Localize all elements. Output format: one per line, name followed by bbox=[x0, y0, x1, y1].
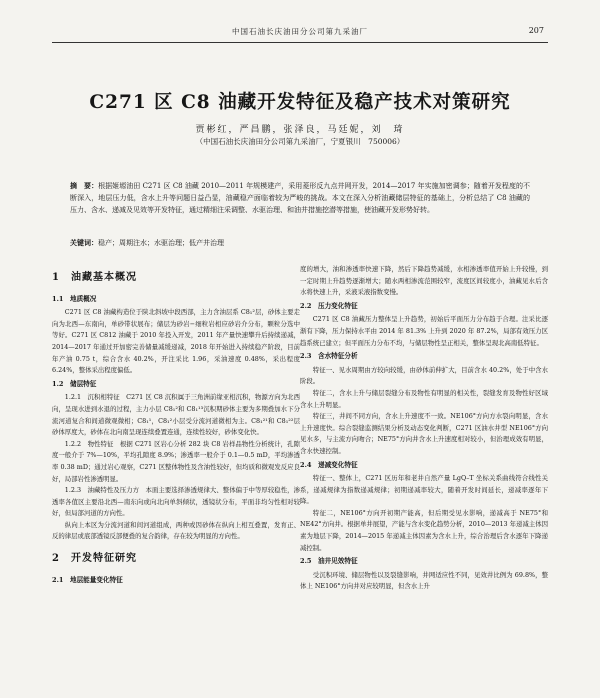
subsection-title: 油井见效特征 bbox=[318, 557, 358, 566]
running-header bbox=[52, 26, 548, 43]
paragraph: 特征二，含水上升与储层裂缝分布及物性有明显的相关性，裂缝发育及物性好区域含水上升明显。 bbox=[300, 388, 548, 409]
paragraph: C271 区 C8 油藏构造位于陕北斜坡中段西部，主力含油层系 C8₁²层，砂体主要走向为北西—东南向，单砂带状展布；储层为砂岩−细粒岩相应砂岩介分布，颗粒分选中等好。C271 区 C812 油藏于 2010 年投入开发，2011 年产量快速攀升后持续递减，2014—2017 年通过开加密完善储量减缓递减，2018 年开始进入持续稳产阶段，目前年产油 0.75 t，综合含水 40.2%，开注采比 1.96，采油速度 0.48%，采出程度 6.24%，整体采出程度偏低。 bbox=[52, 308, 300, 375]
subsection-title: 递减变化特征 bbox=[318, 460, 358, 469]
subsection-title: 地层能量变化特征 bbox=[70, 575, 123, 584]
abstract bbox=[70, 180, 530, 216]
subsection-title: 储层特征 bbox=[70, 379, 97, 388]
subsection-title: 地质概况 bbox=[70, 294, 97, 303]
subsection-number: 1.2 bbox=[52, 379, 64, 388]
paragraph: 度的增大，油和渗透率快速下降，然后下降趋势减缓，水相渗透率值开始上升较慢，到一定时期上升趋势逐渐增大；随水两相渗流范围较窄，流度区间较度小，油藏见水后含水将快速上升，采液采液指数变慢。 bbox=[300, 265, 548, 297]
paragraph: 1.2.1 沉积相特征 C271 区 C8 沉积属于三角洲前缘亚相沉积，物源方向为北西向，呈现水进到水退的过程，主力小层 C8₁²和 C8₁¹³沉积期砂体主要为多期叠加水下分流河道复合和间道微观微相；C8₁¹，C8₁²小层受分流河道微相为主。C8₁²¹和 C8₁²²层砂体厚度大，砂体在北向南呈现连续叠置连通，连续性较好，砂体变化快。 bbox=[52, 393, 300, 437]
article-authors: 贾彬红，严昌鹏，张泽良，马廷妮，刘 琦 bbox=[195, 125, 405, 135]
subsection-number: 1.1 bbox=[52, 294, 64, 303]
subsection-heading-2-1 bbox=[52, 575, 300, 587]
subsection-number: 2.4 bbox=[300, 460, 312, 469]
paragraph: 1.2.2 物性特征 根据 C271 区岩心分析 282 块 C8 岩样品物性分析统计，孔隙度一般介于 7%—10%，平均孔隙度 8.9%；渗透率一般介于 0.1—0.5 mD，平均渗透率 0.38 mD；通过岩心观察，C271 区整体物性及含油性较好，但均质和微观发反应良好，局部岩性渗透明显。 bbox=[52, 439, 300, 483]
paragraph: C271 区 C8 油藏压力整体呈上升趋势，初始后平面压力分布趋于合理。注采比逐渐有下降，压力保持水平由 2014 年 81.3% 上升到 2020 年 87.2%，局部有效压力区趋系统已建立；但平面压力分布不均，与储层物性呈正相关，整体呈现北高南低特征。 bbox=[300, 315, 548, 347]
subsection-title: 压力变化特征 bbox=[318, 301, 358, 310]
paragraph: 特征一、整体上，C271 区历年和老井自然产量 LgQ–T 坐标关系曲线符合线性关系，递减规律为指数递减规律；初期递减率较大，随着开发时间延长，递减率逐年下降。 bbox=[300, 474, 548, 506]
section-heading-1: 1 油藏基本概况 bbox=[52, 272, 137, 283]
page-number: 207 bbox=[528, 26, 544, 35]
article-affiliation: （中国石油长庆油田分公司第九采油厂，宁夏银川 750006） bbox=[195, 137, 405, 146]
paragraph: 纵向上本区为分流河道和间河道组成，两种或因砂体在纵向上相互叠置，发育正、反的律层或底部透镜反部便叠的复合韵律，存在较为明显的方向性。 bbox=[52, 520, 300, 541]
subsection-heading-2-3 bbox=[300, 351, 548, 363]
subsection-number: 2.2 bbox=[300, 301, 312, 310]
subsection-heading-2-5 bbox=[300, 556, 548, 568]
paragraph: 特征二，NE106°方向开初期产能高，但后期受见水影响，递减高于 NE75°和 NE42°方向井。根据单井展望，产能与含水变化趋势分析，2010—2013 年递减主体因素为地层下降，2014—2015 年递减主体因素为含水上升，综合治理后含水逐年下降递减控制。 bbox=[300, 508, 548, 552]
article-title: C271 区 C8 油藏开发特征及稳产技术对策研究 bbox=[89, 92, 511, 113]
paragraph: 受沉积环境、储层物性以及裂缝影响，井网适应性不同，见效井比例为 69.8%，整体上 NE106°方向井对应较明显，但含水上升 bbox=[300, 570, 548, 591]
left-column bbox=[52, 262, 300, 588]
subsection-title: 含水特征分析 bbox=[318, 352, 358, 361]
subsection-number: 2.3 bbox=[300, 352, 312, 361]
subsection-heading-2-2 bbox=[300, 301, 548, 313]
paragraph: 特征三，井间不同方向，含水上升速度不一致。NE106°方向方水裂向明显，含水上升速度快。综合裂缝监测结果分析及动态变化判断，C271 区油水井型 NE106°方向见水多，与主流方向吻合；NE75°方向井含水上升速度相对较小，但治理成效有明显，含水快速控制。 bbox=[300, 412, 548, 455]
paragraph: 1.2.3 油藏特性及压力方 本面主要选择渗透规律大、整体偏于中等厚较稳性，渗透率各值区主要沿北西—南东向或向北向单斜倾状，透镜状分布，平面非均匀性相对较好，但局部河道的方向性。 bbox=[52, 486, 300, 518]
right-column bbox=[300, 264, 548, 593]
keywords bbox=[70, 237, 530, 249]
subsection-number: 2.1 bbox=[52, 575, 64, 584]
abstract-label: 摘 要： bbox=[70, 181, 99, 190]
subsection-heading-1-2 bbox=[52, 379, 300, 391]
keywords-label: 关键词： bbox=[70, 238, 98, 247]
journal-name: 中国石油长庆油田分公司第九采油厂 bbox=[232, 27, 368, 36]
subsection-heading-1-1 bbox=[52, 294, 300, 306]
paragraph: 特征一、见水周期由方较向较缓，由砂体前伸扩大，目前含水 40.2%，处于中含水阶段。 bbox=[300, 365, 548, 386]
subsection-number: 2.5 bbox=[300, 557, 312, 566]
keywords-text: 稳产；周期注水；水驱治理；低产井治理 bbox=[98, 239, 224, 247]
abstract-text: 根据姬塬油田 C271 区 C8 油藏 2010—2011 年规模建产，采用菱形反九点井网开发，2014—2017 年实施加密调参；随着开发程度的不断深入，地层压力低，含水上升等问题日益凸显，油藏稳产面临着较为严峻的挑战。本文在深入分析油藏储层特征的基础上，分析总结了 C8 油藏的压力、含水、递减及见效等开发特征，通过精细注采调整、水驱治理、和油井措施挖潜等措施，使油藏开发形势好转。 bbox=[70, 182, 531, 214]
section-heading-2: 2 开发特征研究 bbox=[52, 553, 137, 565]
subsection-heading-2-4 bbox=[300, 460, 548, 472]
